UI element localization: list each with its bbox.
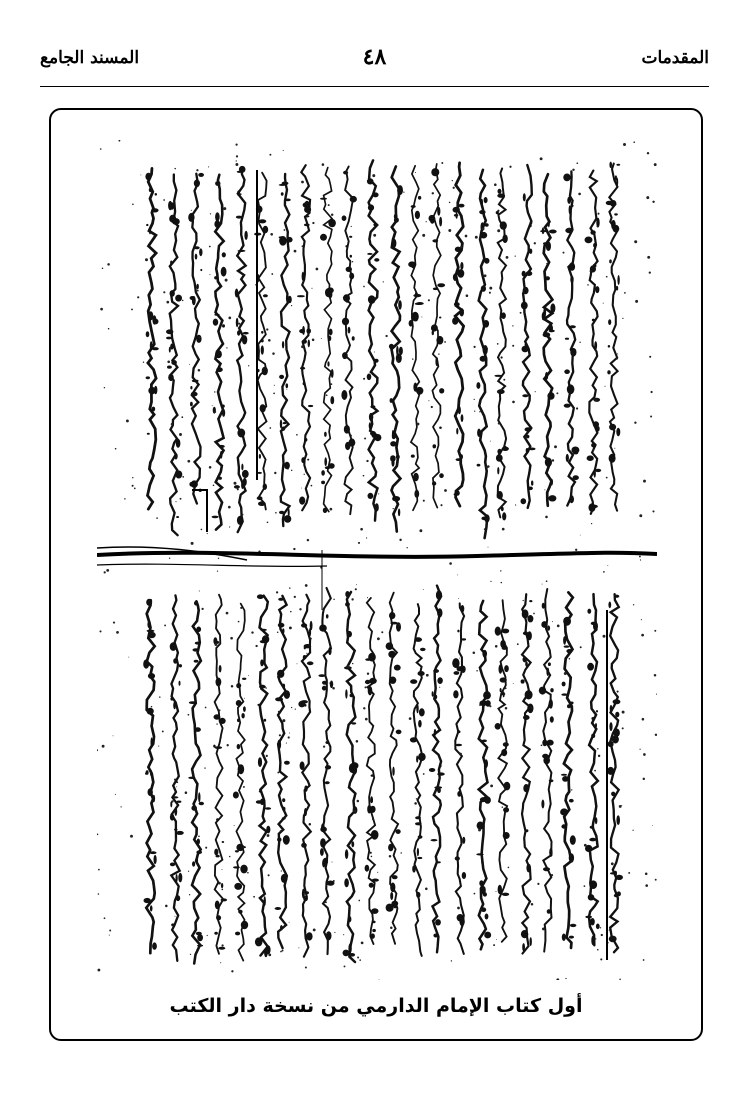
section-title: المقدمات: [641, 48, 709, 68]
figure-caption: أول كتاب الإمام الدارمي من نسخة دار الكتب: [169, 995, 583, 1017]
header-divider: [40, 86, 709, 87]
page-header: [40, 44, 709, 84]
page-number: ٤٨: [362, 44, 387, 70]
figure-frame: [49, 108, 703, 1041]
book-title: المسند الجامع: [40, 48, 140, 68]
manuscript-image: [97, 140, 657, 980]
